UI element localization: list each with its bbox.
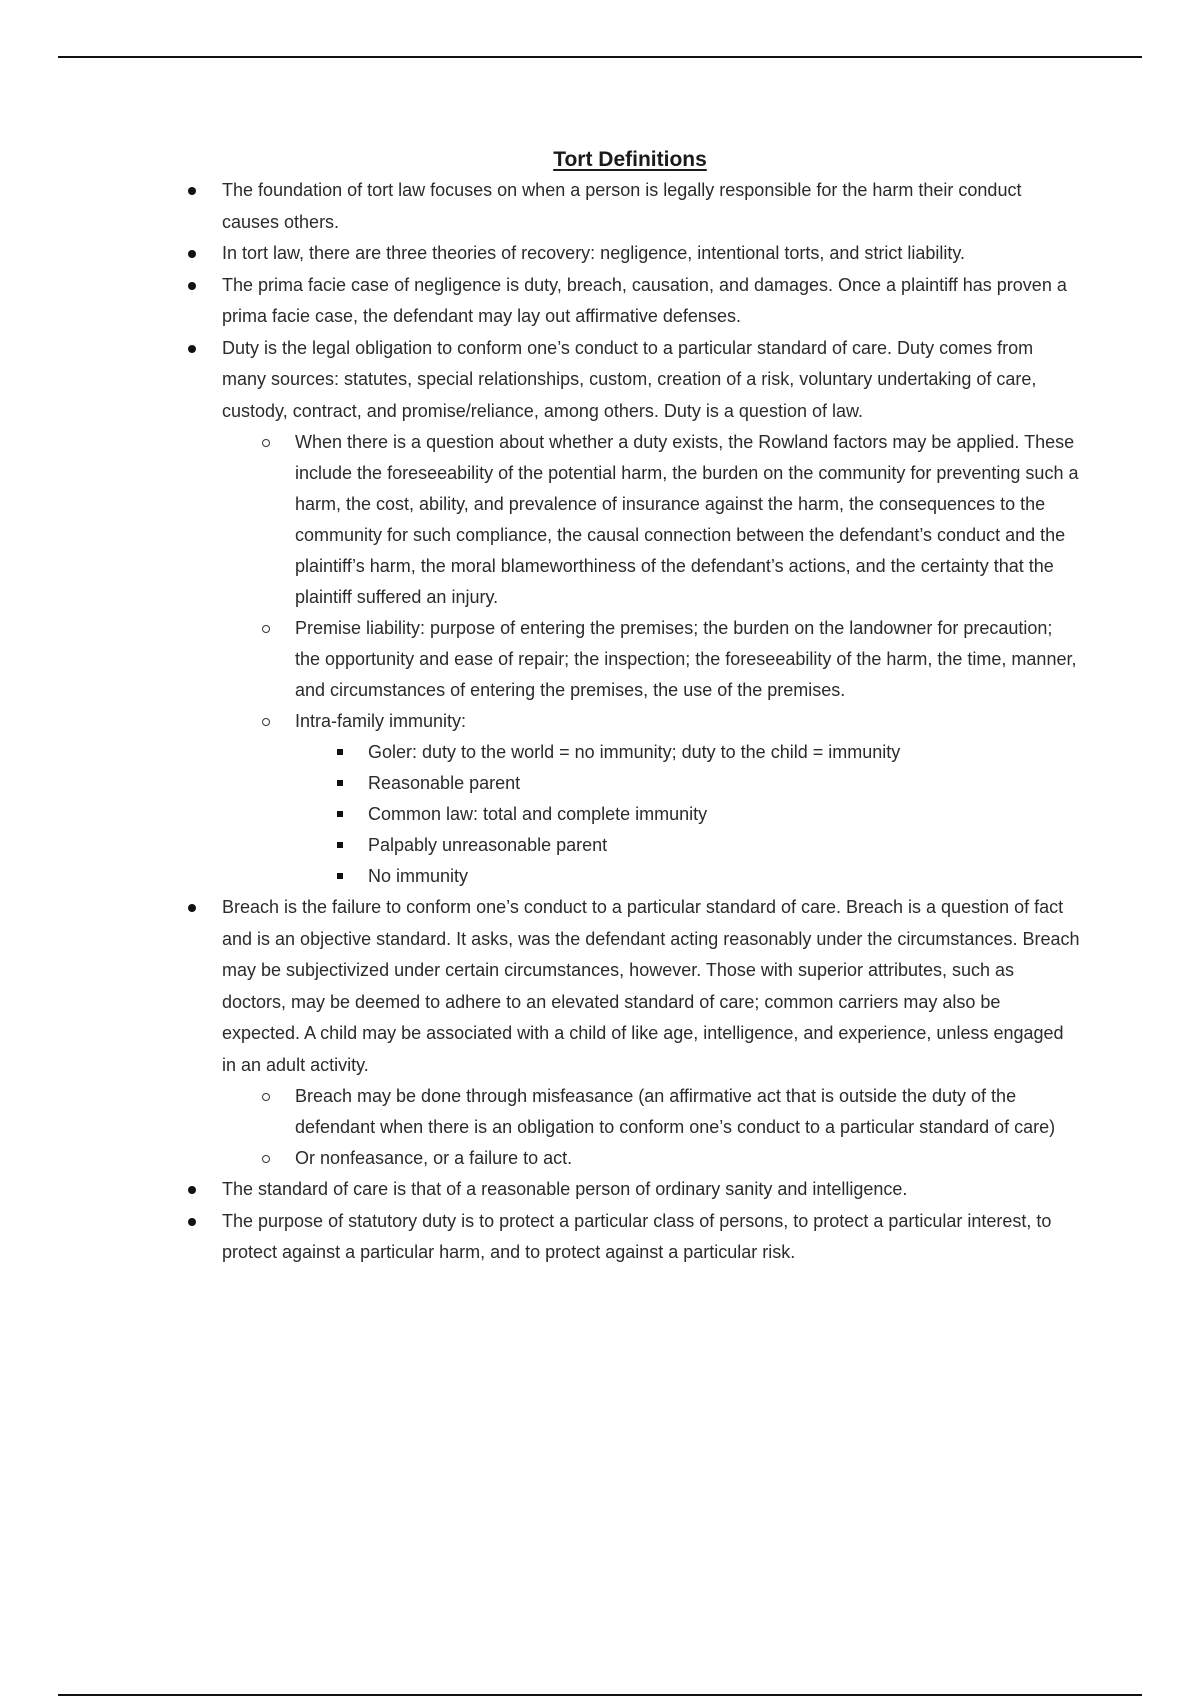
page-title: Tort Definitions (553, 148, 707, 171)
list-item-text: The foundation of tort law focuses on when a person is legally responsible for the harm their conduct causes others. (222, 180, 1022, 232)
sub-list-item-text: Or nonfeasance, or a failure to act. (295, 1148, 573, 1168)
sub-list-item (0, 1143, 1080, 1174)
footer-rule (58, 1694, 1142, 1696)
list-item-text: The standard of care is that of a reasonable person of ordinary sanity and intelligence. (222, 1179, 908, 1199)
list-item-text: Duty is the legal obligation to conform one’s conduct to a particular standard of care. Duty comes from many sources: statutes, special relationships, custom, creation of a risk, voluntary undertaking of care, custody, contract, and promise/reliance, among others. Duty is a question of law. (222, 337, 1037, 421)
sub-list-item-text: Breach may be done through misfeasance (an affirmative act that is outside the duty of the defendant when there is an obligation to conform one’s conduct to a particular standard of care) (295, 1086, 1056, 1137)
sub-list (0, 427, 1080, 892)
header-rule (58, 56, 1142, 58)
list-item (0, 270, 1200, 333)
sub-list-item-text: Premise liability: purpose of entering the premises; the burden on the landowner for precaution; the opportunity and ease of repair; the inspection; the foreseeability of the harm, the time, manner, and circumstances of entering the premises, the use of the premises. (295, 618, 1077, 700)
sub-sub-list-item-text: Goler: duty to the world = no immunity; duty to the child = immunity (368, 742, 901, 762)
sub-sub-list-item (0, 737, 1080, 768)
sub-sub-list-item-text: No immunity (368, 866, 469, 886)
sub-list-item (0, 613, 1080, 706)
definitions-list (0, 175, 1200, 1269)
sub-sub-list-item (0, 799, 1080, 830)
list-item-text: The prima facie case of negligence is duty, breach, causation, and damages. Once a plaintiff has proven a prima facie case, the defendant may lay out affirmative defenses. (222, 274, 1067, 326)
list-item (0, 892, 1200, 1174)
list-item-text: In tort law, there are three theories of recovery: negligence, intentional torts, and strict liability. (222, 243, 966, 263)
sub-sub-list (0, 737, 1080, 892)
sub-list-item (0, 1081, 1080, 1143)
sub-list-item-text: Intra-family immunity: (295, 711, 467, 731)
sub-sub-list-item (0, 768, 1080, 799)
sub-sub-list-item-text: Reasonable parent (368, 773, 521, 793)
list-item-text: The purpose of statutory duty is to protect a particular class of persons, to protect a particular interest, to protect against a particular harm, and to protect against a particular risk. (222, 1210, 1052, 1262)
sub-list-item (0, 427, 1080, 613)
sub-list (0, 1081, 1080, 1174)
sub-sub-list-item-text: Common law: total and complete immunity (368, 804, 708, 824)
list-item (0, 333, 1200, 893)
list-item-text: Breach is the failure to conform one’s conduct to a particular standard of care. Breach is a question of fact and is an objective standard. It asks, was the defendant acting reasonably under the circumstances. Breach may be subjectivized under certain circumstances, however. Those with superior attributes, such as doctors, may be deemed to adhere to an elevated standard of care; common carriers may also be expected. A child may be associated with a child of like age, intelligence, and experience, unless engaged in an adult activity. (222, 897, 1080, 1075)
list-item (0, 1174, 1200, 1206)
sub-list-item-text: When there is a question about whether a duty exists, the Rowland factors may be applied. These include the foreseeability of the potential harm, the burden on the community for preventing such a harm, the cost, ability, and prevalence of insurance against the harm, the consequences to the community for such compliance, the causal connection between the defendant’s conduct and the plaintiff’s harm, the moral blameworthiness of the defendant’s actions, and the certainty that the plaintiff suffered an injury. (295, 432, 1079, 607)
sub-sub-list-item-text: Palpably unreasonable parent (368, 835, 608, 855)
list-item (0, 175, 1200, 238)
sub-sub-list-item (0, 830, 1080, 861)
list-item (0, 238, 1200, 270)
list-item (0, 1206, 1200, 1269)
sub-list-item (0, 706, 1080, 892)
document-body (0, 145, 1200, 1269)
sub-sub-list-item (0, 861, 1080, 892)
